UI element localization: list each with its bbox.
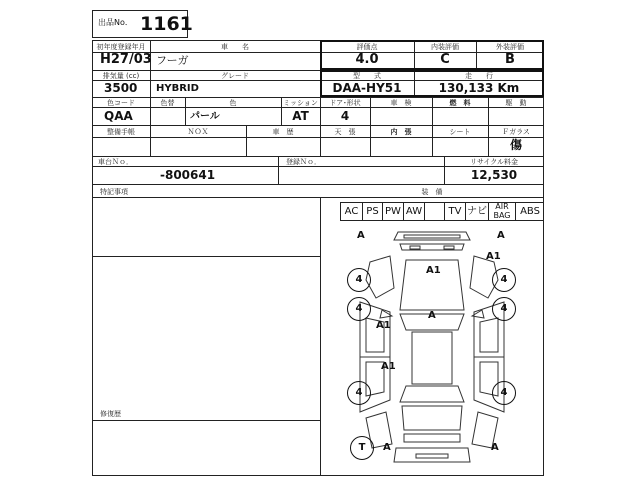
damage-mark-rear-right: A — [491, 442, 499, 453]
displacement-label: 排気量 (cc) — [102, 72, 140, 80]
damage-mark-left-rear-door: A1 — [381, 361, 396, 372]
reg-date-value: H27/03 — [100, 52, 152, 67]
history-label: 車 歴 — [272, 128, 294, 136]
recycle-label: リサイクル料金 — [469, 158, 519, 166]
score-label: 評価点 — [356, 43, 378, 51]
manual-label: 整備手帳 — [107, 128, 135, 136]
damage-mark-roof: A — [428, 310, 436, 321]
tire-rear-left: 4 — [347, 381, 371, 405]
notes-label: 特記事項 — [100, 188, 128, 196]
fuel-label: 燃 料 — [449, 99, 471, 107]
nox-label: ＮＯＸ — [187, 128, 209, 136]
color-code-value: QAA — [104, 109, 133, 123]
equipment-navi: ナビ — [467, 206, 487, 217]
equipment-airbag — [489, 202, 515, 221]
color-class-label: 色替 — [160, 99, 175, 107]
car-name-value: フーガ — [156, 54, 189, 67]
transmission-value: AT — [292, 109, 309, 123]
glass-label: Ｆガラス — [502, 128, 530, 136]
exterior-value: B — [505, 52, 515, 67]
equipment-airbag-line2: BAG — [493, 211, 511, 220]
color-code-label: 色コード — [107, 99, 135, 107]
damage-mark-front-left: A — [357, 230, 365, 241]
reg-date-label: 初年度登録年月 — [96, 43, 146, 51]
interior-label: 内装評価 — [431, 43, 459, 51]
interior-value: C — [440, 52, 450, 67]
mileage-value: 130,133 Km — [438, 81, 520, 95]
color-label: 色 — [229, 99, 237, 107]
tire-mid-left: 4 — [347, 297, 371, 321]
equipment-ac: AC — [344, 206, 359, 217]
reg-no-label: 登録Ｎｏ． — [286, 158, 321, 166]
chassis-value: -800641 — [160, 168, 216, 182]
damage-mark-hood: A1 — [426, 265, 441, 276]
tire-front-right: 4 — [492, 268, 516, 292]
exterior-label: 外装評価 — [496, 43, 524, 51]
doors-label: ドア･形状 — [329, 99, 361, 107]
auction-number: 1161 — [140, 13, 193, 35]
damage-mark-right-fender: A1 — [486, 251, 501, 262]
equipment-airbag-line1: AIR — [495, 202, 509, 211]
drive-label: 駆 動 — [505, 99, 527, 107]
tire-mid-right: 4 — [492, 297, 516, 321]
model-value: DAA-HY51 — [332, 81, 402, 95]
damage-mark-left-front-door: A1 — [376, 320, 391, 331]
equipment-pw: PW — [385, 206, 401, 217]
seat-label: シート — [449, 128, 471, 136]
damage-mark-rear-left: A — [383, 442, 391, 453]
mileage-label: 走 行 — [465, 72, 493, 80]
capacity-label: 車 検 — [390, 99, 412, 107]
spare-tire: T — [350, 436, 374, 460]
equipment-ps: PS — [366, 206, 379, 217]
model-label: 型 式 — [353, 72, 381, 80]
equipment-aw: AW — [405, 206, 423, 217]
equipment-tv: TV — [448, 206, 462, 217]
displacement-value: 3500 — [104, 81, 138, 95]
interior-trim-label: 内 張 — [390, 128, 412, 136]
car-name-label: 車 名 — [221, 43, 249, 51]
grade-label: グレード — [221, 72, 249, 80]
doors-value: 4 — [340, 109, 350, 123]
tire-front-left: 4 — [347, 268, 371, 292]
auction-number-label: 出品No． — [98, 18, 133, 27]
equipment-label: 装 備 — [421, 188, 443, 196]
grade-value: HYBRID — [156, 83, 199, 94]
damage-mark-front-right: A — [497, 230, 505, 241]
transmission-label: ミッション — [283, 99, 318, 107]
chassis-label: 車台Ｎｏ． — [98, 158, 133, 166]
sunroof-label: 天 張 — [334, 128, 356, 136]
color-value: パール — [190, 111, 220, 122]
glass-value: 傷 — [509, 138, 522, 152]
tire-rear-right: 4 — [492, 381, 516, 405]
recycle-value: 12,530 — [470, 168, 518, 182]
equipment-abs: ABS — [520, 206, 540, 217]
repair-label: 修復歴 — [100, 410, 121, 418]
score-value: 4.0 — [355, 52, 379, 67]
